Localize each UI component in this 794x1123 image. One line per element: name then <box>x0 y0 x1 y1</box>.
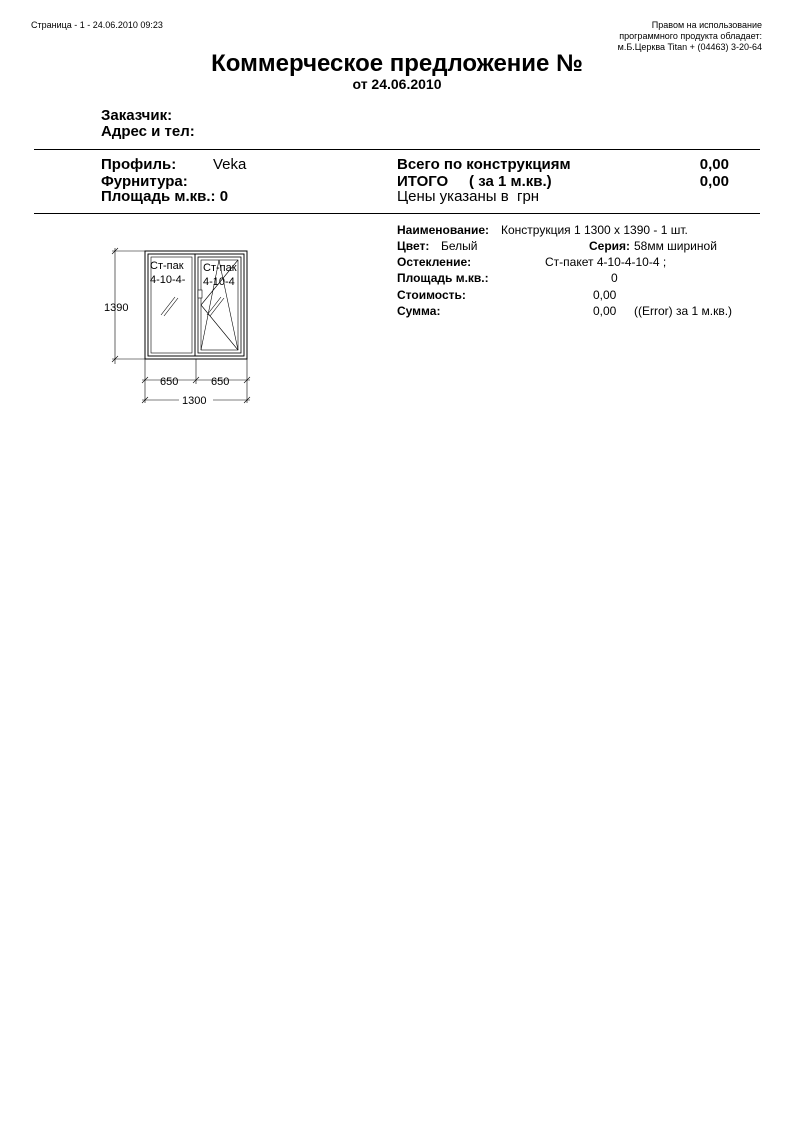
rights-line-1: Правом на использование <box>651 20 762 30</box>
document-title: Коммерческое предложение № <box>211 50 583 77</box>
color-value: Белый <box>441 239 478 253</box>
color-label: Цвет: <box>397 239 430 253</box>
sum-value: 0,00 <box>593 304 617 318</box>
detail-area-value: 0 <box>611 271 618 285</box>
name-label: Наименование: <box>397 223 490 237</box>
left-glass-line2: 4-10-4- <box>150 274 186 286</box>
name-value: Конструкция 1 1300 x 1390 - 1 шт. <box>501 223 688 237</box>
sum-note: ((Error) за 1 м.кв.) <box>634 304 733 318</box>
glazing-value: Ст-пакет 4-10-4-10-4 ; <box>545 255 667 269</box>
total-width-dimension: 1300 <box>182 395 207 407</box>
right-width-dimension: 650 <box>211 376 230 388</box>
divider-bottom <box>34 213 760 214</box>
divider-top <box>34 149 760 150</box>
opening-line-turn-bottom <box>201 305 238 350</box>
height-dimension: 1390 <box>104 302 129 314</box>
customer-label: Заказчик: <box>101 107 173 124</box>
cost-label: Стоимость: <box>397 288 466 302</box>
series-label: Серия: <box>589 239 631 253</box>
page-info: Страница - 1 - 24.06.2010 09:23 <box>31 20 163 30</box>
left-width-dimension: 650 <box>160 376 179 388</box>
rights-line-2: программного продукта обладает: <box>619 31 762 41</box>
rights-line-3: м.Б.Церква Titan + (04463) 3-20-64 <box>617 42 762 52</box>
handle-icon <box>198 290 202 298</box>
right-glass-line2: 4-10-4 <box>203 276 235 288</box>
right-glass-line1: Ст-пак <box>203 262 237 274</box>
detail-area-label: Площадь м.кв.: <box>397 271 489 285</box>
profile-value: Veka <box>213 156 247 173</box>
grand-total-label: ИТОГО ( за 1 м.кв.) <box>397 173 552 190</box>
glazing-label: Остекление: <box>397 255 472 269</box>
address-label: Адрес и тел: <box>101 123 195 140</box>
grand-total-value: 0,00 <box>699 173 729 190</box>
sum-label: Сумма: <box>397 304 441 318</box>
total-label: Всего по конструкциям <box>397 156 571 173</box>
total-value: 0,00 <box>699 156 729 173</box>
currency-note: Цены указаны в грн <box>397 188 540 205</box>
window-drawing <box>95 240 265 412</box>
document-date: от 24.06.2010 <box>352 76 442 92</box>
profile-label: Профиль: <box>101 156 177 173</box>
left-glass-line1: Ст-пак <box>150 260 184 272</box>
cost-value: 0,00 <box>593 288 617 302</box>
series-value: 58мм шириной <box>634 239 717 253</box>
hardware-label: Фурнитура: <box>101 173 188 190</box>
area-label: Площадь м.кв.: 0 <box>101 188 229 205</box>
